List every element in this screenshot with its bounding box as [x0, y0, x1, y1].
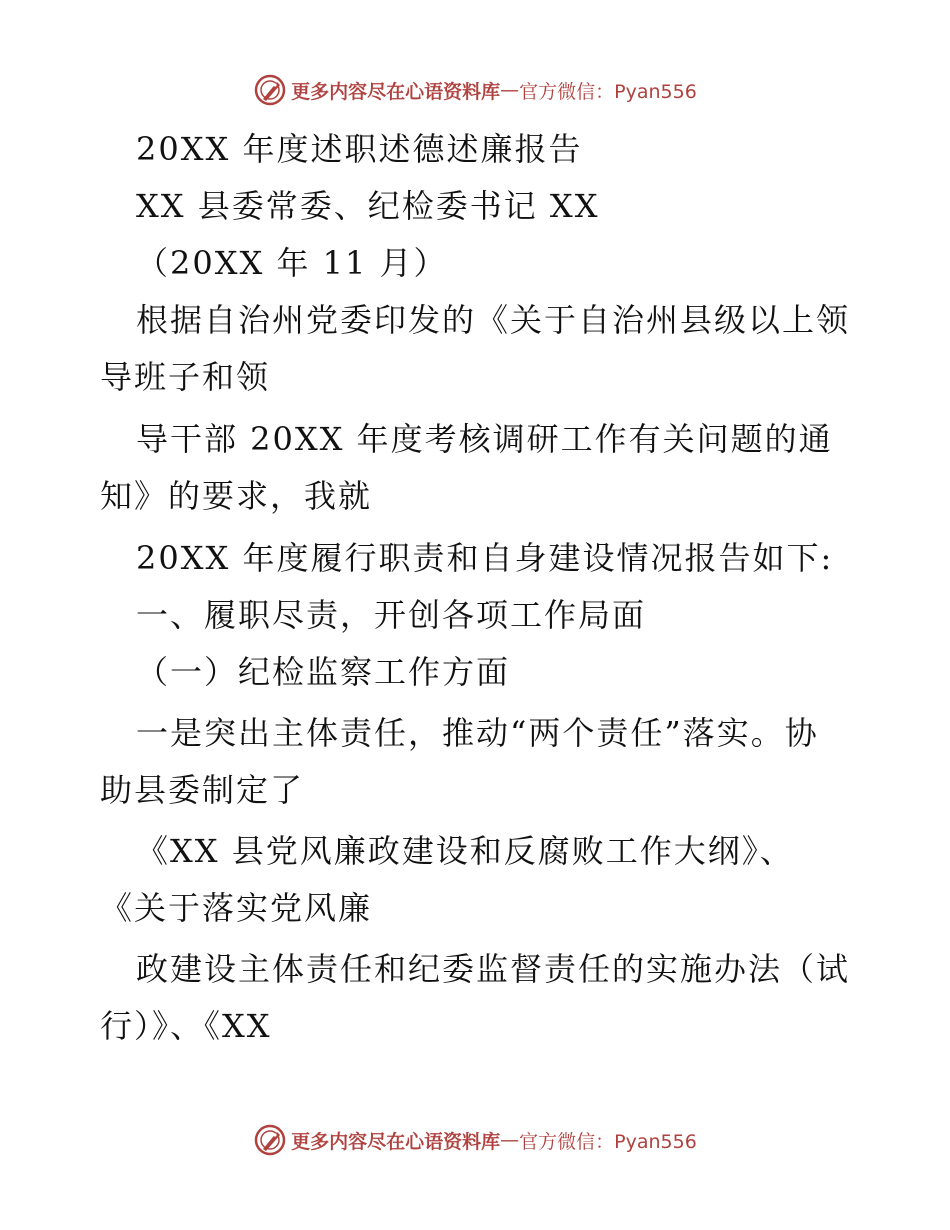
paragraph-line: 根据自治州党委印发的《关于自治州县级以上领	[136, 301, 851, 339]
date-line: （20XX 年 11 月）	[136, 244, 448, 282]
watermark-side-text: 官方微信：Pyan556	[519, 1130, 697, 1153]
pen-nib-logo-icon	[253, 73, 287, 107]
paragraph-line: 一是突出主体责任，推动“两个责任”落实。协	[136, 714, 819, 752]
footer-watermark	[0, 1120, 950, 1160]
watermark-main-text: 更多内容尽在心语资料库	[291, 80, 501, 103]
paragraph-line: 导干部 20XX 年度考核调研工作有关问题的通	[136, 420, 833, 458]
paragraph-line: 行）》、《XX	[100, 1007, 272, 1045]
author-line: XX 县委常委、纪检委书记 XX	[136, 187, 600, 225]
header-watermark	[0, 70, 950, 110]
paragraph-line: 导班子和领	[100, 358, 271, 396]
paragraph-line: 《关于落实党风廉	[100, 889, 373, 927]
subsection-heading: （一）纪检监察工作方面	[136, 653, 511, 691]
watermark-dash: —	[500, 79, 520, 101]
pen-nib-logo-icon	[253, 1123, 287, 1157]
watermark-dash: —	[500, 1129, 520, 1151]
paragraph-line: 《XX 县党风廉政建设和反腐败工作大纲》、	[136, 832, 794, 870]
paragraph-line: 助县委制定了	[100, 771, 305, 809]
paragraph-line: 20XX 年度履行职责和自身建设情况报告如下:	[136, 539, 834, 577]
watermark-main-text: 更多内容尽在心语资料库	[291, 1130, 501, 1153]
watermark-side-text: 官方微信：Pyan556	[519, 80, 697, 103]
document-title: 20XX 年度述职述德述廉报告	[136, 130, 583, 168]
section-heading: 一、履职尽责，开创各项工作局面	[136, 596, 647, 634]
paragraph-line: 政建设主体责任和纪委监督责任的实施办法（试	[136, 950, 851, 988]
paragraph-line: 知》的要求，我就	[100, 477, 373, 515]
